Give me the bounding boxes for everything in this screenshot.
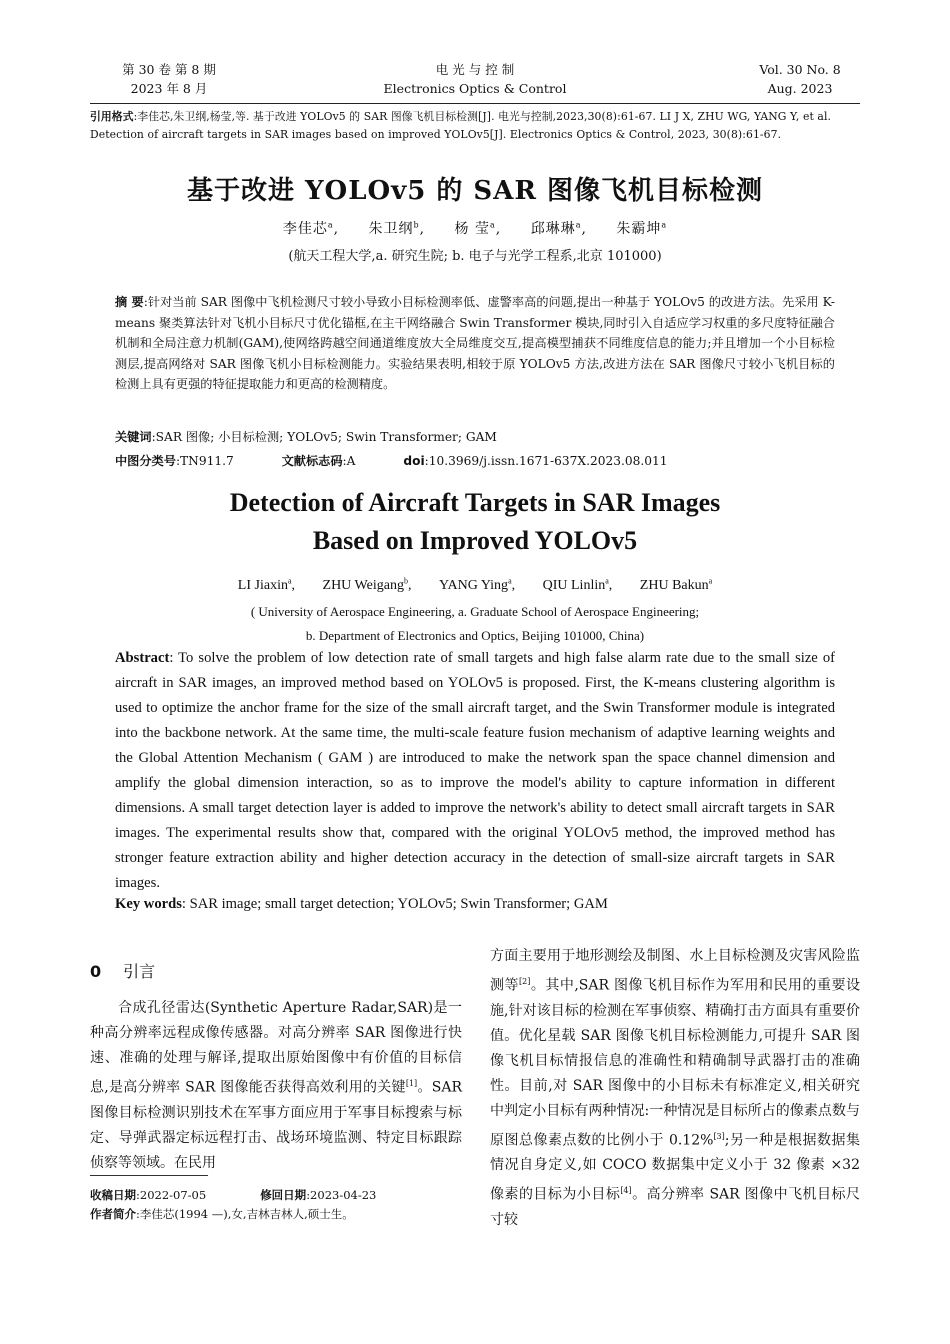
footnote-dates: 收稿日期:2022-07-05 修回日期:2023-04-23	[90, 1188, 377, 1202]
citation-format	[90, 108, 860, 144]
body-text-right-column: 方面主要用于地形测绘及制图、水上目标检测及灾害风险监测等[2]。其中,SAR 图像飞机目标作为军用和民用的重要设施,针对该目标的检测在军事侦察、精确打击方面具有重要价值。优化星载 SAR 图像飞机目标检测能力,可提升 SAR 图像飞机目标情报信息的准确性和精确制导武器打击的准确性。目前,对 SAR 图像中的小目标未有标准定义,相关研究中判定小目标有两种情况:一种情况是目标所占的像素点数与原图总像素点数的比例小于 0.12%[3];另一种是根据数据集情况自身定义,如 COCO 数据集中定义小于 32 像素 ×32 像素的目标为小目标[4]。高分辨率 SAR 图像中飞机目标尺寸较	[490, 948, 860, 1228]
affiliation-en: ( University of Aerospace Engineering, a. Graduate School of Aerospace Engineering; b. Department of Electronics and Optics, Beijing 101000, China)	[250, 604, 700, 643]
journal-name: 电 光 与 控 制 Electronics Optics & Control	[383, 62, 567, 96]
abstract-cn	[115, 292, 835, 395]
footnote-rule	[90, 1175, 208, 1176]
doi[interactable]: doi:10.3969/j.issn.1671-637X.2023.08.011	[403, 454, 668, 468]
reference-marker[interactable]: [3]	[713, 1131, 725, 1141]
journal-volume-issue: 第 30 卷 第 8 期 2023 年 8 月	[122, 62, 216, 96]
footnote-author-bio: 作者简介:李佳芯(1994 —),女,吉林吉林人,硕士生。	[90, 1207, 354, 1221]
author-en: YANG Ying$^a$,	[438, 576, 516, 593]
author-cn: 朱霸坤$^a$	[616, 220, 668, 237]
author-list-cn	[90, 218, 860, 238]
author-en: QIU Linlin$^a$,	[542, 576, 613, 593]
keywords-cn: 关键词:SAR 图像; 小目标检测; YOLOv5; Swin Transformer; GAM	[115, 430, 497, 444]
reference-marker[interactable]: [2]	[519, 977, 531, 986]
citation-label: 引用格式	[90, 110, 134, 123]
classification-line	[115, 452, 835, 469]
clc-number: 中图分类号:TN911.7	[115, 454, 234, 468]
paper-title-cn: 基于改进 YOLOv5 的 SAR 图像飞机目标检测	[186, 176, 764, 206]
document-code: 文献标志码:A	[281, 454, 356, 468]
reference-marker[interactable]: [1]	[405, 1079, 418, 1088]
citation-text: :李佳芯,朱卫纲,杨莹,等. 基于改进 YOLOv5 的 SAR 图像飞机目标检测[J]. 电光与控制,2023,30(8):61-67. LI J X, ZHU WG, YANG Y, et al. Detection of aircraft targets in SAR images based on improved YOLOv5[J]. Electronics Optics & Control, 2023, 30(8):61-67.	[90, 110, 832, 141]
abstract-en	[115, 646, 835, 896]
author-cn: 朱卫纲$^b$,	[368, 220, 426, 237]
author-list-en	[90, 576, 860, 594]
abstract-label-en: Abstract	[115, 650, 170, 666]
body-text-left-column: 合成孔径雷达(Synthetic Aperture Radar,SAR)是一种高分辨率远程成像传感器。对高分辨率 SAR 图像进行快速、准确的处理与解译,提取出原始图像中有价值的目标信息,是高分辨率 SAR 图像能否获得高效利用的关键[1]。SAR 图像目标检测识别技术在军事方面应用于军事目标搜索与标定、导弹武器定标远程打击、战场环境监测、特定目标跟踪侦察等领域。在民用	[90, 1000, 462, 1171]
abstract-text-cn: :针对当前 SAR 图像中飞机检测尺寸较小导致小目标检测率低、虚警率高的问题,提出一种基于 YOLOv5 的改进方法。先采用 K-means 聚类算法针对飞机小目标尺寸优化锚框,在主干网络融合 Swin Transformer 模块,同时引入自适应学习权重的多尺度特征融合机制和全局注意力机制(GAM),使网络跨越空间通道维度放大全局维度交互,提高模型捕获不同维度信息的能力;并且增加一个小目标检测层,提高网络对 SAR 图像飞机小目标检测能力。实验结果表明,相较于原 YOLOv5 方法,改进方法在 SAR 图像尺寸较小飞机目标的检测上具有更强的特征提取能力和更高的检测精度。	[115, 295, 835, 391]
author-cn: 邱琳琳$^a$,	[530, 220, 587, 237]
journal-volume-en: Vol. 30 No. 8 Aug. 2023	[759, 62, 841, 96]
section-heading: 0 引言	[90, 962, 156, 981]
reference-marker[interactable]: [4]	[620, 1186, 632, 1196]
affiliation-cn: (航天工程大学,a. 研究生院; b. 电子与光学工程系,北京 101000)	[288, 249, 662, 264]
header-rule	[90, 103, 860, 104]
author-cn: 杨 莹$^a$,	[454, 220, 502, 237]
author-en: ZHU Weigang$^b$,	[322, 576, 412, 593]
abstract-text-en: : To solve the problem of low detection rate of small targets and high false alarm rate due to the small size of aircraft in SAR images, an improved method based on YOLOv5 is proposed. First, the K-means clustering algorithm is used to optimize the anchor frame for the size of the small aircraft target, and the Swin Transformer module is integrated into the backbone network. At the same time, the multi-scale feature fusion mechanism of adaptive learning weights and the Global Attention Mechanism ( GAM ) are introduced to make the network span the space channel dimension and amplify the global dimension interaction, so as to improve the model's ability to capture information in different dimensions. A small target detection layer is added to improve the network's ability to detect small aircraft targets in SAR images. The experimental results show that, compared with the original YOLOv5 method, the improved method has stronger feature extraction ability and higher detection accuracy in the detection of small-size aircraft targets in SAR images.	[115, 650, 835, 891]
author-cn: 李佳芯$^a$,	[282, 220, 340, 237]
abstract-label-cn: 摘 要	[115, 295, 144, 309]
paper-title-en: Detection of Aircraft Targets in SAR Images Based on Improved YOLOv5	[229, 488, 721, 555]
author-en: LI Jiaxin$^a$,	[237, 576, 296, 593]
author-en: ZHU Bakun$^a$	[639, 576, 713, 593]
keywords-en: Key words: SAR image; small target detection; YOLOv5; Swin Transformer; GAM	[115, 896, 608, 912]
